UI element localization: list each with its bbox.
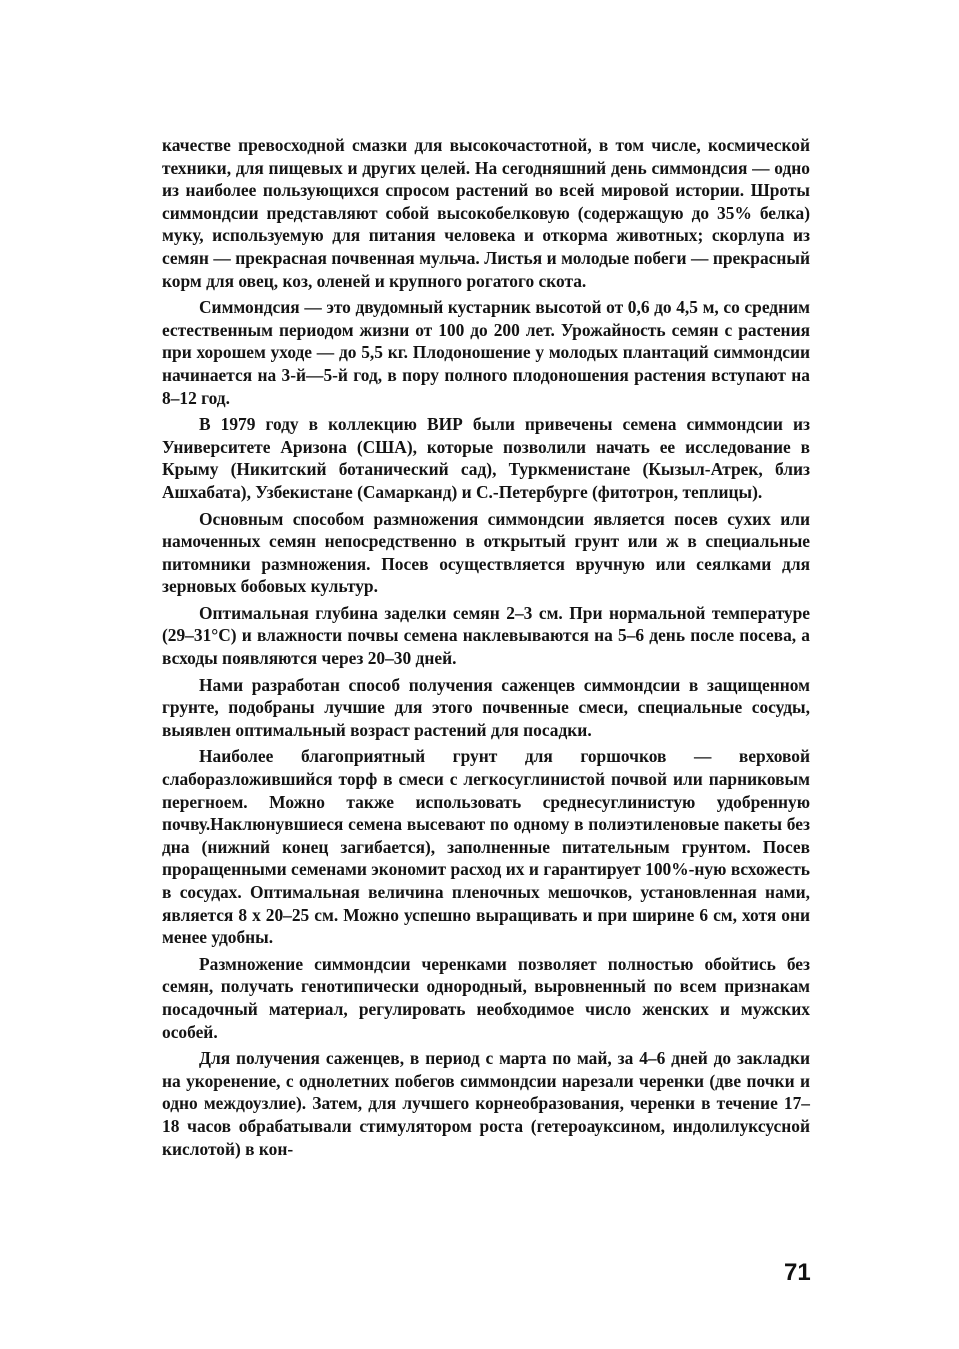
- paragraph-6: Нами разработан способ получения саженцев симмондсии в защищенном грунте, подобраны лучшие для этого почвенные смеси, специальные сосуды, выявлен оптимальный возраст растений для посадки.: [162, 674, 810, 740]
- body-text: [162, 134, 810, 1164]
- page-number: 71: [784, 1259, 811, 1286]
- paragraph-9: Для получения саженцев, в период с марта по май, за 4–6 дней до закладки на укоренение, с однолетних побегов симмондсии нарезали черенки (две почки и одно междоузлие). Затем, для лучшего корнеобразования, черенки в течение 17–18 часов обрабатывали стимулятором роста (гетероауксином, индолилуксусной кислотой) в кон-: [162, 1048, 810, 1159]
- paragraph-5: Оптимальная глубина заделки семян 2–3 см. При нормальной температуре (29–31°С) и влажности почвы семена наклевываются на 5–6 день после посева, а всходы появляются через 20–30 дней.: [162, 602, 810, 669]
- paragraph-2: Симмондсия — это двудомный кустарник высотой от 0,6 до 4,5 м, со средним естественным периодом жизни от 100 до 200 лет. Урожайность семян с растения при хорошем уходе — до 5,5 кг. Плодоношение у молодых плантаций симмондсии начинается на 3-й—5-й год, в пору полного плодоношения растения вступают на 8–12 год.: [162, 297, 810, 408]
- paragraph-4: Основным способом размножения симмондсии является посев сухих или намоченных семян непосредственно в открытый грунт или ж в специальные питомники размножения. Посев осуществляется вручную или сеялками для зерновых бобовых культур.: [162, 508, 810, 597]
- paragraph-7: Наиболее благоприятный грунт для горшочков — верховой слаборазложившийся торф в смеси с легкосуглинистой почвой или парниковым перегноем. Можно также использовать среднесуглинистую удобренную почву.Наклюнувшиеся семена высевают по одному в полиэтиленовые пакеты без дна (нижний конец загибается), заполненные питательным грунтом. Посев проращенными семенами экономит расход их и гарантирует 100%-ную всхожесть в сосудах. Оптимальная величина пленочных мешочков, установленная нами, является 8 х 20–25 см. Можно успешно выращивать и при ширине 6 см, хотя они менее удобны.: [162, 746, 810, 948]
- paragraph-8: Размножение симмондсии черенками позволяет полностью обойтись без семян, получать генотипически однородный, выровненный по всем признакам посадочный материал, регулировать необходимое число женских и мужских особей.: [162, 953, 810, 1042]
- paragraph-1: качестве превосходной смазки для высокочастотной, в том числе, космической техники, для пищевых и других целей. На сегодняшний день симмондсия — одно из наиболее пользующихся спросом растений во всей мировой истории. Шроты симмондсии представляют собой высокобелковую (содержащую до 35% белка) муку, используемую для питания человека и откорма животных; скорлупа из семян — прекрасная почвенная мульча. Листья и молодые побеги — прекрасный корм для овец, коз, оленей и крупного рогатого скота.: [162, 135, 810, 291]
- paragraph-3: В 1979 году в коллекцию ВИР были привечены семена симмондсии из Университете Аризона (США), которые позволили начать ее исследование в Крыму (Никитский ботанический сад), Туркменистане (Кызыл-Атрек, близ Ашхабата), Узбекистане (Самарканд) и С.-Петербурге (фитотрон, теплицы).: [162, 414, 810, 502]
